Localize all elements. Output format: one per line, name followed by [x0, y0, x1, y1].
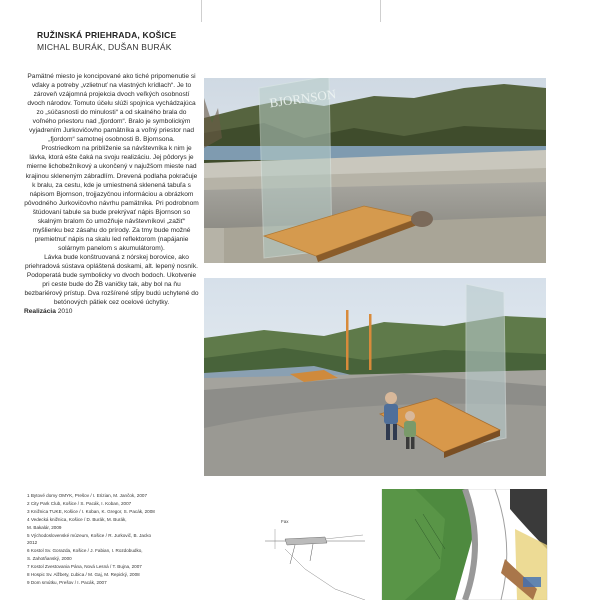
reference-item: 1 Bytové domy OMYK, Prešov / I. Erizian, M. Jančok, 2007: [27, 493, 147, 498]
photo-bottom-visualization: [204, 278, 546, 476]
project-title: RUŽINSKÁ PRIEHRADA, KOŠICE: [37, 30, 177, 40]
reference-item: 2012: [27, 540, 38, 546]
reference-item: 2 City Park Club, Košice / S. Pacák, I. Koban, 2007: [27, 500, 132, 506]
glass-panel-inscription: BJORNSON: [268, 86, 338, 111]
reference-item: 9 Dom smútku, Prešov / I. Pacák, 2007: [27, 579, 107, 585]
reference-item: 6 Kostol Sv. Gorazda, Košice / J. Fabian, I. Rozdobudko,: [27, 548, 143, 554]
header-rule-right: [380, 0, 381, 22]
paragraph-1: Pamätné miesto je koncipované ako tiché pripomenutie si vďaky a potreby „vzlietnuť na vlastných krídlach“. Je to zároveň vzájomná projekcia dvoch veľkých osobností dvoch národov. Tomuto účelu slúži spojnica vychádzajúca zo „súčasnosti do minulosti“ a od skalného brala do voľného priestoru nad „fjordom“. Bralo je symbolickým vyjadrením Jurkovičovho pamätníka a voľný priestor nad „fjordom“ samotnej osobnosti B. Bjornsona.: [27, 73, 196, 144]
body-text: [24, 72, 199, 316]
photo-top-visualization: [204, 78, 546, 263]
realization-year: 2010: [57, 308, 73, 316]
reference-item: 4 Vedecká knižnica, Košice / D. Burák, M. Burák,: [27, 516, 127, 522]
realization-label: Realizácia: [24, 308, 56, 316]
section-label: Fax: [281, 519, 289, 524]
reference-item: 8 Hospic Sv. Alžbety, Ľubica / M. Gaj, M. Repický, 2008: [27, 572, 140, 578]
reference-list: [27, 492, 207, 587]
reference-item: 5 Východoslovenské múzeum, Košice / R. Jurkovič, B. Jacko: [27, 532, 152, 538]
reference-item: 7 Kostol Zvestovania Pána, Nová Lesná / T. Bujna, 2007: [27, 564, 142, 570]
paragraph-3: Lávka bude konštruovaná z nórskej borovice, ako priehradová sústava opláštená doskami, alt. lepený nosník. Podoperatá bude symbolicky vo dvoch bodoch. Ukotvenie pri ceste bude do ŽB vaničky tak, aby bol na ňu bezbariérový prístup. Dva rozšírené stĺpy budú uchytené do betónových pätiek cez ocelové úchytky.: [24, 253, 199, 307]
project-authors: MICHAL BURÁK, DUŠAN BURÁK: [37, 42, 172, 52]
reference-item: S. Zahotňanský, 2000: [27, 556, 72, 562]
header-rule-left: [201, 0, 202, 22]
site-plan-drawings: [265, 489, 600, 600]
paragraph-2: Prostriedkom na priblíženie sa návštevníka k nim je lávka, ktorá ešte čaká na svoju realizáciu. Jej pôdorys je mierne lichobežníkový a ukončený v najužšom mieste nad krajinou skleneným zábradlím. Drevená podlaha pokračuje k bralu, za cestu, kde je umiestnená sklenená tabuľa s nápisom Bjornson, trojjazyčnou informáciou a obrázkom pôvodného Jurkovičovho návrhu pamätníka. Pri podrobnom štúdovaní tabule sa bude prekrývať nápis Bjornson so skalným bralom čo umožňuje návštevníkovi „zažiť“ myšlienku bez zásahu do prírody. Za tmy bude možné premietnuť nápis na skalu led reflektorom (napájanie solárnym panelom s akumulátorom).: [24, 145, 199, 252]
reference-item: M. Bakalár, 2009: [27, 524, 62, 530]
reference-item: 3 Knižnica TUKE, Košice / I. Koban, K. Gregor, S. Pacák, 2008: [27, 508, 155, 514]
